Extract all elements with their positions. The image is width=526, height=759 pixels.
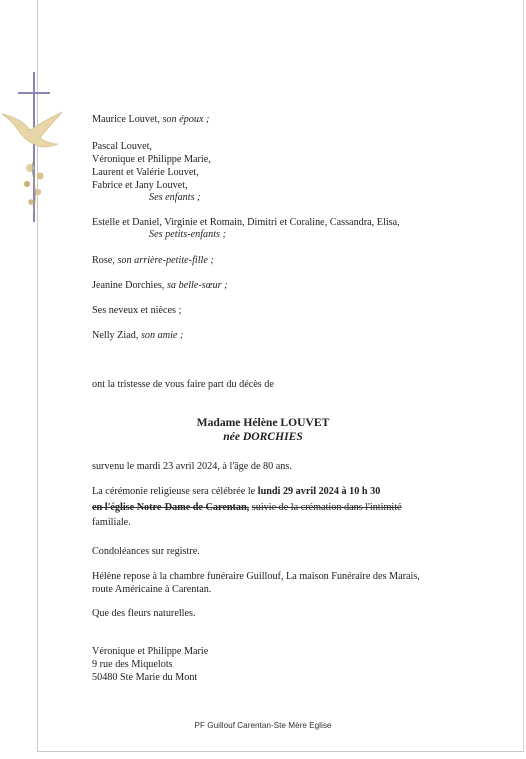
rest-line-1: Hélène repose à la chambre funéraire Guillouf, La maison Funéraire des Marais, (92, 571, 420, 582)
address-city: 50480 Ste Marie du Mont (92, 672, 198, 683)
rest-line-2: route Américaine à Carentan. (92, 584, 212, 595)
dove-icon (2, 112, 62, 147)
intro-line: ont la tristesse de vous faire part du décès de (92, 379, 274, 390)
deceased-name: Madame Hélène LOUVET (196, 416, 330, 429)
cross-dove-emblem (0, 72, 75, 227)
spouse-line: Maurice Louvet, son époux ; (92, 114, 210, 125)
child-1: Pascal Louvet, (92, 141, 152, 152)
address-name: Véronique et Philippe Marie (92, 646, 209, 657)
child-3: Laurent et Valérie Louvet, (92, 167, 199, 178)
ceremony-line-1: La cérémonie religieuse sera célébrée le lundi 29 avril 2024 à 10 h 30 (92, 486, 381, 497)
nephews-line: Ses neveux et nièces ; (92, 305, 182, 316)
sister-in-law-line: Jeanine Dorchies, sa belle-sœur ; (92, 280, 228, 291)
funeral-home-footer: PF Guillouf Carentan-Ste Mère Eglise (194, 721, 332, 730)
child-2: Véronique et Philippe Marie, (92, 154, 211, 165)
children-role: Ses enfants ; (149, 192, 201, 203)
death-info: survenu le mardi 23 avril 2024, à l'âge de 80 ans. (92, 461, 292, 472)
friend-line: Nelly Ziad, son amie ; (92, 330, 184, 341)
maiden-name: née DORCHIES (223, 430, 303, 443)
condolences-line: Condoléances sur registre. (92, 546, 200, 557)
grandchildren-role: Ses petits-enfants ; (149, 229, 226, 240)
ceremony-line-2: en l'église Notre-Dame de Carentan, suivie de la crémation dans l'intimité (92, 502, 402, 513)
child-4: Fabrice et Jany Louvet, (92, 180, 188, 191)
great-grandchild-line: Rose, son arrière-petite-fille ; (92, 255, 214, 266)
address-street: 9 rue des Miquelots (92, 659, 173, 670)
ceremony-line-3: familiale. (92, 517, 131, 528)
grandchildren-line: Estelle et Daniel, Virginie et Romain, Dimitri et Coraline, Cassandra, Elisa, (92, 217, 400, 228)
flowers-line: Que des fleurs naturelles. (92, 608, 196, 619)
